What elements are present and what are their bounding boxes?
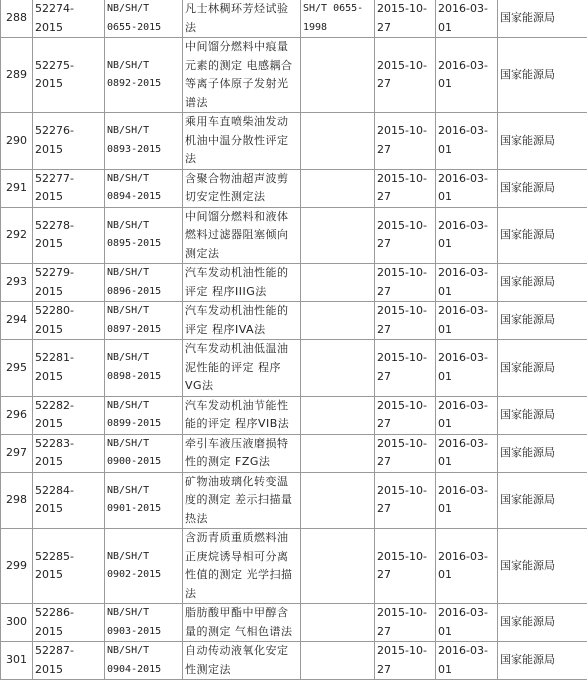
replaced-standard-cell — [301, 642, 375, 680]
issue-date-cell: 2015-10- 27 — [375, 169, 436, 207]
replaced-standard-cell — [301, 207, 375, 264]
standard-number-cell: NB/SH/T 0899-2015 — [105, 396, 183, 434]
implementation-date-cell: 2016-03- 01 — [436, 396, 498, 434]
plan-number-cell: 52276- 2015 — [33, 113, 105, 170]
issue-date-cell: 2015-10- 27 — [375, 264, 436, 302]
standard-number-cell: NB/SH/T 0893-2015 — [105, 113, 183, 170]
standard-number-cell: NB/SH/T 0655-2015 — [105, 0, 183, 38]
plan-number-cell: 52283- 2015 — [33, 434, 105, 472]
issuing-authority-cell: 国家能源局 — [498, 529, 587, 604]
plan-number-cell: 52275- 2015 — [33, 38, 105, 113]
issuing-authority-cell: 国家能源局 — [498, 434, 587, 472]
replaced-standard-cell — [301, 529, 375, 604]
standard-title-cell: 脂肪酸甲酯中甲醇含 量的测定 气相色谱法 — [183, 604, 301, 642]
standard-number-cell: NB/SH/T 0902-2015 — [105, 529, 183, 604]
implementation-date-cell: 2016-03- 01 — [436, 302, 498, 340]
row-number-cell: 292 — [1, 207, 33, 264]
plan-number-cell: 52284- 2015 — [33, 472, 105, 529]
table-row — [1, 472, 587, 529]
row-number-cell: 288 — [1, 0, 33, 38]
replaced-standard-cell — [301, 396, 375, 434]
standard-title-cell: 含沥青质重质燃料油 正庚烷诱导相可分离 性值的测定 光学扫描 法 — [183, 529, 301, 604]
table-row — [1, 113, 587, 170]
row-number-cell: 301 — [1, 642, 33, 680]
table-row — [1, 340, 587, 397]
implementation-date-cell: 2016-03- 01 — [436, 169, 498, 207]
table-row — [1, 264, 587, 302]
plan-number-cell: 52281- 2015 — [33, 340, 105, 397]
standard-title-cell: 牵引车液压液磨损特 性的测定 FZG法 — [183, 434, 301, 472]
standard-title-cell: 汽车发动机油低温油 泥性能的评定 程序 VG法 — [183, 340, 301, 397]
issuing-authority-cell: 国家能源局 — [498, 38, 587, 113]
replaced-standard-cell — [301, 264, 375, 302]
plan-number-cell: 52277- 2015 — [33, 169, 105, 207]
issuing-authority-cell: 国家能源局 — [498, 340, 587, 397]
plan-number-cell: 52285- 2015 — [33, 529, 105, 604]
implementation-date-cell: 2016-03- 01 — [436, 529, 498, 604]
plan-number-cell: 52287- 2015 — [33, 642, 105, 680]
replaced-standard-cell — [301, 302, 375, 340]
plan-number-cell: 52279- 2015 — [33, 264, 105, 302]
plan-number-cell: 52278- 2015 — [33, 207, 105, 264]
row-number-cell: 296 — [1, 396, 33, 434]
standard-title-cell: 凡士林稠环芳烃试验 法 — [183, 0, 301, 38]
row-number-cell: 298 — [1, 472, 33, 529]
table-row — [1, 207, 587, 264]
issuing-authority-cell: 国家能源局 — [498, 0, 587, 38]
issuing-authority-cell: 国家能源局 — [498, 302, 587, 340]
plan-number-cell: 52280- 2015 — [33, 302, 105, 340]
implementation-date-cell: 2016-03- 01 — [436, 434, 498, 472]
replaced-standard-cell — [301, 169, 375, 207]
plan-number-cell: 52274- 2015 — [33, 0, 105, 38]
issue-date-cell: 2015-10- 27 — [375, 207, 436, 264]
standard-number-cell: NB/SH/T 0901-2015 — [105, 472, 183, 529]
implementation-date-cell: 2016-03- 01 — [436, 264, 498, 302]
table-row — [1, 302, 587, 340]
standard-number-cell: NB/SH/T 0898-2015 — [105, 340, 183, 397]
replaced-standard-cell — [301, 38, 375, 113]
standard-number-cell: NB/SH/T 0896-2015 — [105, 264, 183, 302]
issue-date-cell: 2015-10- 27 — [375, 38, 436, 113]
standard-title-cell: 自动传动液氧化安定 性测定法 — [183, 642, 301, 680]
standard-number-cell: NB/SH/T 0894-2015 — [105, 169, 183, 207]
issuing-authority-cell: 国家能源局 — [498, 396, 587, 434]
table-row — [1, 642, 587, 680]
standard-title-cell: 汽车发动机油节能性 能的评定 程序VIB法 — [183, 396, 301, 434]
standard-title-cell: 中间馏分燃料和液体 燃料过滤器阻塞倾向 测定法 — [183, 207, 301, 264]
table-row — [1, 396, 587, 434]
table-row — [1, 434, 587, 472]
standard-number-cell: NB/SH/T 0903-2015 — [105, 604, 183, 642]
implementation-date-cell: 2016-03- 01 — [436, 604, 498, 642]
plan-number-cell: 52286- 2015 — [33, 604, 105, 642]
standard-number-cell: NB/SH/T 0904-2015 — [105, 642, 183, 680]
table-row — [1, 604, 587, 642]
issue-date-cell: 2015-10- 27 — [375, 472, 436, 529]
issuing-authority-cell: 国家能源局 — [498, 169, 587, 207]
table-row — [1, 169, 587, 207]
standard-title-cell: 矿物油玻璃化转变温 度的测定 差示扫描量 热法 — [183, 472, 301, 529]
implementation-date-cell: 2016-03- 01 — [436, 0, 498, 38]
row-number-cell: 300 — [1, 604, 33, 642]
issue-date-cell: 2015-10- 27 — [375, 340, 436, 397]
row-number-cell: 294 — [1, 302, 33, 340]
replaced-standard-cell — [301, 113, 375, 170]
standard-title-cell: 乘用车直喷柴油发动 机油中温分散性评定 法 — [183, 113, 301, 170]
row-number-cell: 293 — [1, 264, 33, 302]
table-row — [1, 38, 587, 113]
table-row — [1, 0, 587, 38]
standard-title-cell: 汽车发动机油性能的 评定 程序IVA法 — [183, 302, 301, 340]
issue-date-cell: 2015-10- 27 — [375, 529, 436, 604]
issuing-authority-cell: 国家能源局 — [498, 264, 587, 302]
issuing-authority-cell: 国家能源局 — [498, 604, 587, 642]
row-number-cell: 295 — [1, 340, 33, 397]
replaced-standard-cell — [301, 604, 375, 642]
standard-title-cell: 中间馏分燃料中痕量 元素的测定 电感耦合 等离子体原子发射光 谱法 — [183, 38, 301, 113]
row-number-cell: 290 — [1, 113, 33, 170]
implementation-date-cell: 2016-03- 01 — [436, 113, 498, 170]
row-number-cell: 299 — [1, 529, 33, 604]
issue-date-cell: 2015-10- 27 — [375, 113, 436, 170]
issue-date-cell: 2015-10- 27 — [375, 0, 436, 38]
implementation-date-cell: 2016-03- 01 — [436, 340, 498, 397]
issue-date-cell: 2015-10- 27 — [375, 302, 436, 340]
implementation-date-cell: 2016-03- 01 — [436, 642, 498, 680]
standard-title-cell: 含聚合物油超声波剪 切安定性测定法 — [183, 169, 301, 207]
standard-number-cell: NB/SH/T 0895-2015 — [105, 207, 183, 264]
row-number-cell: 291 — [1, 169, 33, 207]
issuing-authority-cell: 国家能源局 — [498, 472, 587, 529]
issue-date-cell: 2015-10- 27 — [375, 396, 436, 434]
replaced-standard-cell: SH/T 0655- 1998 — [301, 0, 375, 38]
implementation-date-cell: 2016-03- 01 — [436, 38, 498, 113]
standard-title-cell: 汽车发动机油性能的 评定 程序IIIG法 — [183, 264, 301, 302]
implementation-date-cell: 2016-03- 01 — [436, 472, 498, 529]
issue-date-cell: 2015-10- 27 — [375, 642, 436, 680]
issuing-authority-cell: 国家能源局 — [498, 113, 587, 170]
issuing-authority-cell: 国家能源局 — [498, 207, 587, 264]
row-number-cell: 297 — [1, 434, 33, 472]
table-row — [1, 529, 587, 604]
standard-number-cell: NB/SH/T 0900-2015 — [105, 434, 183, 472]
standard-number-cell: NB/SH/T 0892-2015 — [105, 38, 183, 113]
standard-number-cell: NB/SH/T 0897-2015 — [105, 302, 183, 340]
replaced-standard-cell — [301, 434, 375, 472]
implementation-date-cell: 2016-03- 01 — [436, 207, 498, 264]
replaced-standard-cell — [301, 340, 375, 397]
replaced-standard-cell — [301, 472, 375, 529]
row-number-cell: 289 — [1, 38, 33, 113]
issue-date-cell: 2015-10- 27 — [375, 604, 436, 642]
issue-date-cell: 2015-10- 27 — [375, 434, 436, 472]
plan-number-cell: 52282- 2015 — [33, 396, 105, 434]
issuing-authority-cell: 国家能源局 — [498, 642, 587, 680]
